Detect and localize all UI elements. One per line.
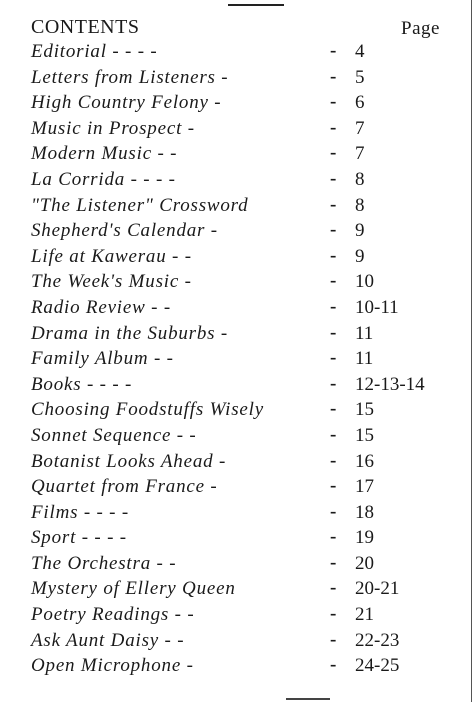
toc-entry (31, 117, 461, 143)
leader-dash: - (330, 500, 337, 522)
entry-page: 19 (355, 527, 374, 549)
entry-page: 11 (355, 348, 374, 370)
toc-entry (31, 270, 461, 296)
leader-dash: - (330, 372, 337, 394)
toc-entry (31, 245, 461, 271)
entry-page: 16 (355, 450, 374, 472)
entry-page: 9 (355, 245, 365, 267)
entry-page: 20 (355, 552, 374, 574)
toc-entry (31, 475, 461, 501)
entry-page: 7 (355, 143, 365, 165)
toc-entry (31, 629, 461, 655)
entry-title: Ask Aunt Daisy - - (31, 629, 185, 651)
entry-title: Letters from Listeners - (31, 66, 229, 88)
entry-title: Botanist Looks Ahead - (31, 450, 227, 472)
leader-dash: - (330, 654, 337, 676)
toc-entry (31, 168, 461, 194)
entry-page: 20-21 (355, 578, 400, 600)
toc-entry (31, 219, 461, 245)
entry-title: Editorial - - - - (31, 41, 158, 62)
toc-entry (31, 322, 461, 348)
leader-dash: - (330, 551, 337, 573)
toc-entry (31, 552, 461, 578)
contents-heading: CONTENTS (31, 16, 140, 38)
entry-page: 6 (355, 92, 365, 114)
entry-page: 21 (355, 604, 374, 626)
entry-page: 22-23 (355, 629, 400, 651)
top-rule (228, 4, 284, 6)
leader-dash: - (330, 193, 337, 215)
leader-dash: - (330, 244, 337, 266)
leader-dash: - (330, 65, 337, 87)
entry-page: 7 (355, 117, 365, 139)
entry-title: Shepherd's Calendar - (31, 220, 218, 242)
entry-title: Mystery of Ellery Queen (31, 578, 236, 600)
toc-entry (31, 66, 461, 92)
toc-header (31, 14, 461, 40)
entry-title: The Week's Music - (31, 271, 192, 293)
page-column-label: Page (401, 18, 440, 39)
leader-dash: - (330, 577, 337, 599)
entry-title: Films - - - - (31, 501, 129, 523)
entry-title: High Country Felony - (31, 92, 222, 114)
toc-entry (31, 654, 461, 680)
entry-page: 10 (355, 271, 374, 293)
entry-page: 8 (355, 194, 365, 216)
leader-dash: - (330, 526, 337, 548)
toc-entry (31, 526, 461, 552)
entry-page: 8 (355, 168, 365, 190)
toc-entry (31, 347, 461, 373)
toc-entry (31, 91, 461, 117)
entry-title: "The Listener" Crossword (31, 194, 249, 216)
leader-dash: - (330, 219, 337, 241)
leader-dash: - (330, 347, 337, 369)
entry-page: 24-25 (355, 655, 400, 677)
entry-title: The Orchestra - - (31, 552, 177, 574)
entry-title: Life at Kawerau - - (31, 245, 192, 267)
leader-dash: - (330, 475, 337, 497)
entry-title: Music in Prospect - (31, 117, 195, 139)
entry-title: Poetry Readings - - (31, 604, 195, 626)
entry-page: 4 (355, 41, 365, 62)
toc-entry (31, 398, 461, 424)
toc-entry (31, 40, 461, 66)
entry-title: Modern Music - - (31, 143, 178, 165)
entry-title: Books - - - - (31, 373, 133, 395)
entry-page: 10-11 (355, 296, 399, 318)
table-of-contents (31, 14, 461, 680)
bottom-rule (286, 698, 330, 700)
entry-title: Open Microphone - (31, 655, 194, 677)
entry-title: Family Album - - (31, 348, 174, 370)
leader-dash: - (330, 295, 337, 317)
toc-entry (31, 577, 461, 603)
entry-title: Sport - - - - (31, 527, 127, 549)
toc-entry (31, 450, 461, 476)
toc-entry (31, 373, 461, 399)
entry-title: Quartet from France - (31, 476, 218, 498)
leader-dash: - (330, 270, 337, 292)
leader-dash: - (330, 628, 337, 650)
entry-page: 15 (355, 399, 374, 421)
entry-title: Radio Review - - (31, 296, 171, 318)
entry-title: Drama in the Suburbs - (31, 322, 229, 344)
leader-dash: - (330, 423, 337, 445)
entry-page: 17 (355, 476, 374, 498)
toc-entry (31, 501, 461, 527)
entry-page: 5 (355, 66, 365, 88)
entry-page: 18 (355, 501, 374, 523)
leader-dash: - (330, 398, 337, 420)
entry-title: Choosing Foodstuffs Wisely (31, 399, 264, 421)
toc-entry (31, 194, 461, 220)
entry-page: 11 (355, 322, 374, 344)
page-edge-line (471, 0, 472, 702)
toc-list (31, 40, 461, 680)
toc-entry (31, 603, 461, 629)
leader-dash: - (330, 167, 337, 189)
leader-dash: - (330, 40, 337, 61)
leader-dash: - (330, 142, 337, 164)
leader-dash: - (330, 603, 337, 625)
leader-dash: - (330, 91, 337, 113)
toc-entry (31, 296, 461, 322)
entry-page: 12-13-14 (355, 373, 425, 395)
leader-dash: - (330, 321, 337, 343)
entry-page: 15 (355, 424, 374, 446)
leader-dash: - (330, 449, 337, 471)
entry-title: La Corrida - - - - (31, 168, 176, 190)
entry-title: Sonnet Sequence - - (31, 424, 197, 446)
leader-dash: - (330, 116, 337, 138)
toc-entry (31, 142, 461, 168)
entry-page: 9 (355, 220, 365, 242)
toc-entry (31, 424, 461, 450)
